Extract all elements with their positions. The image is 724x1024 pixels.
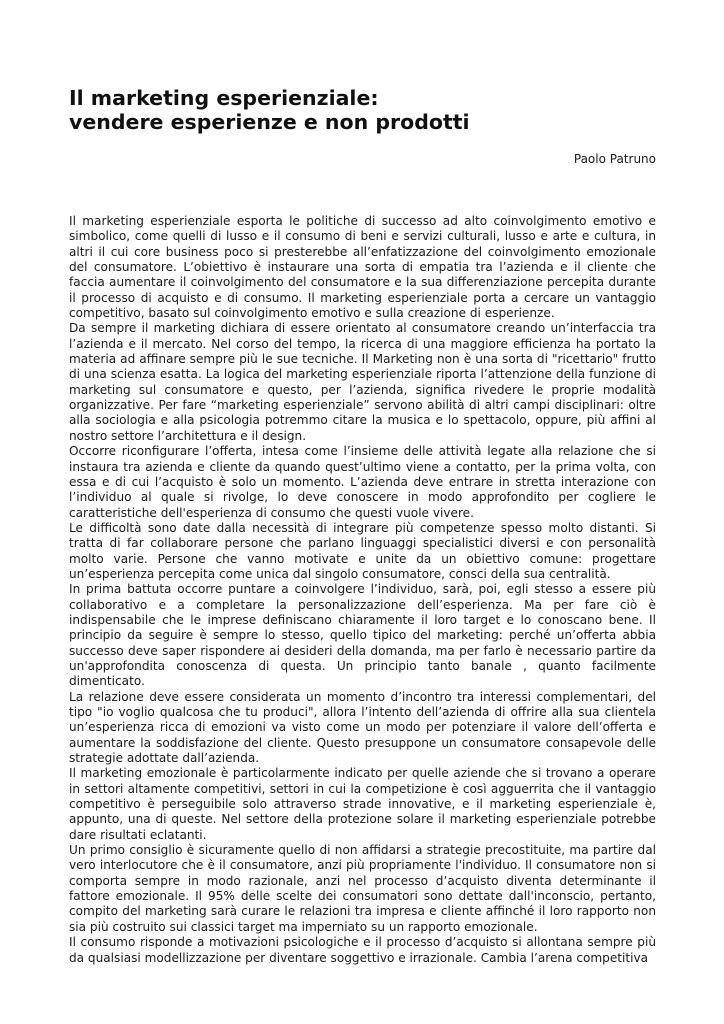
author-name: Paolo Patruno	[573, 152, 656, 166]
paragraph-4: Le difficoltà sono date dalla necessità di integrare più competenze spesso molto distanti. Si tratta di far collaborare persone che parlano linguaggi specialistici diversi e con personalità molto varie. Persone che vanno motivate e unite da un obiettivo comune: progettare un’esperienza percepita come unica dal singolo consumatore, consci della sua centralità.	[69, 520, 656, 581]
paragraph-2: Da sempre il marketing dichiara di essere orientato al consumatore creando un’interfaccia tra l’azienda e il mercato. Nel corso del tempo, la ricerca di una maggiore efficienza ha portato la materia ad affinare sempre più le sue tecniche. Il Marketing non è una sorta di "ricettario" frutto di una scienza esatta. La logica del marketing esperienziale riporta l’attenzione della funzione di marketing sul consumatore e questo, per l’azienda, significa rivedere le proprie modalità organizzative. Per fare “marketing esperienziale” servono abilità di altri campi disciplinari: oltre alla sociologia e alla psicologia potremmo citare la musica e lo spettacolo, oppure, più affini al nostro settore l’architettura e il design.	[69, 321, 656, 443]
title-line-1: Il marketing esperienziale:	[69, 86, 379, 110]
paragraph-6: La relazione deve essere considerata un momento d’incontro tra interessi complementari, del tipo "io voglio qualcosa che tu produci", allora l’intento dell’azienda di offrire alla sua clientela un’esperienza ricca di emozioni va visto come un modo per potenziare il valore dell’offerta e aumentare la soddisfazione del cliente. Questo presuppone un consumatore consapevole delle strategie adottate dall’azienda.	[69, 689, 656, 766]
paragraph-9: Il consumo risponde a motivazioni psicologiche e il processo d’acquisto si allontana sempre più da qualsiasi modellizzazione per diventare soggettivo e irrazionale. Cambia l’arena competitiva	[69, 935, 656, 965]
document-page	[69, 86, 656, 966]
paragraph-8: Un primo consiglio è sicuramente quello di non affidarsi a strategie precostituite, ma partire dal vero interlocutore che è il consumatore, anzi più propriamente l'individuo. Il consumatore non si comporta sempre in modo razionale, anzi nel processo d’acquisto diventa determinante il fattore emozionale. Il 95% delle scelte dei consumatori sono dettate dall'inconscio, pertanto, compito del marketing sarà curare le relazioni tra impresa e cliente affinché il loro rapporto non sia più costruito sui classici target ma imperniato su un rapporto emozionale.	[69, 843, 656, 934]
document-title	[69, 86, 656, 134]
paragraph-5: In prima battuta occorre puntare a coinvolgere l’individuo, sarà, poi, egli stesso a essere più collaborativo e a completare la personalizzazione dell’esperienza. Ma per fare ciò è indispensabile che le imprese definiscano chiaramente il loro target e lo conoscano bene. Il principio da seguire è sempre lo stesso, quello tipico del marketing: perché un’offerta abbia successo deve saper rispondere ai desideri della domanda, ma per farlo è necessario partire da un'approfondita conoscenza di questa. Un principio tanto banale , quanto facilmente dimenticato.	[69, 582, 656, 689]
document-body	[69, 214, 656, 966]
paragraph-7: Il marketing emozionale è particolarmente indicato per quelle aziende che si trovano a operare in settori altamente competitivi, settori in cui la competizione è così agguerrita che il vantaggio competitivo è perseguibile solo attraverso strade innovative, e il marketing esperienziale è, appunto, una di queste. Nel settore della protezione solare il marketing esperienziale potrebbe dare risultati eclatanti.	[69, 766, 656, 842]
title-line-2: vendere esperienze e non prodotti	[69, 110, 470, 134]
paragraph-3: Occorre riconfigurare l’offerta, intesa come l’insieme delle attività legate alla relazione che si instaura tra azienda e cliente da quando quest’ultimo viene a contatto, per la prima volta, con essa e di cui l’acquisto è solo un momento. L’azienda deve entrare in stretta interazione con l’individuo al quale si rivolge, lo deve conoscere in modo approfondito per cogliere le caratteristiche dell'esperienza di consumo che questi vuole vivere.	[69, 444, 656, 520]
paragraph-1: Il marketing esperienziale esporta le politiche di successo ad alto coinvolgimento emotivo e simbolico, come quelli di lusso e il consumo di beni e servizi culturali, lusso e arte e cultura, in altri il cui core business poco si presterebbe all’enfatizzazione del coinvolgimento emozionale del consumatore. L’obiettivo è instaurare una sorta di empatia tra l’azienda e il cliente che faccia aumentare il coinvolgimento del consumatore e la sua differenziazione percepita durante il processo di acquisto e di consumo. Il marketing esperienziale porta a cercare un vantaggio competitivo, basato sul coinvolgimento emotivo e sulla creazione di esperienze.	[69, 214, 656, 321]
